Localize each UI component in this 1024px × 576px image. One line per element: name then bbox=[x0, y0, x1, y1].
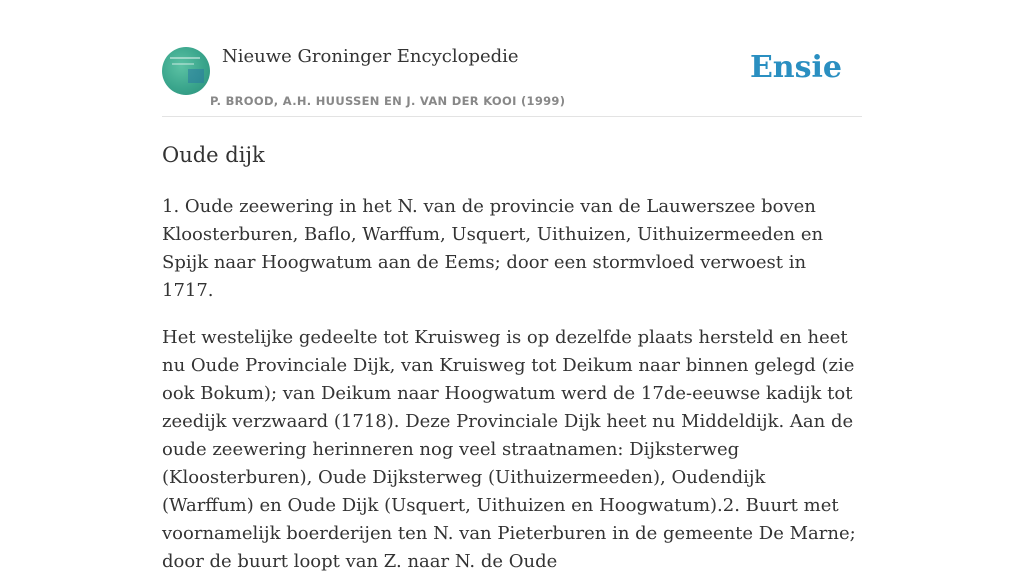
cover-decoration bbox=[170, 57, 200, 59]
cover-decoration bbox=[188, 69, 204, 83]
book-title-link[interactable]: Nieuwe Groninger Encyclopedie bbox=[222, 46, 519, 67]
page bbox=[162, 0, 862, 576]
entry-paragraph: 1. Oude zeewering in het N. van de provincie van de Lauwerszee boven Kloosterburen, Baflo, Warffum, Usquert, Uithuizen, Uithuizermeeden en Spijk naar Hoogwatum aan de Eems; door een stormvloed verwoest in 1717. bbox=[162, 196, 824, 301]
header bbox=[162, 0, 862, 117]
entry-paragraph: Het westelijke gedeelte tot Kruisweg is op dezelfde plaats hersteld en heet nu Oude Provinciale Dijk, van Kruisweg tot Deikum naar binnen gelegd (zie ook Bokum); van Deikum naar Hoogwatum werd de 17de-eeuwse kadijk tot zeedijk verzwaard (1718). Deze Provinciale Dijk heet nu Middeldijk. Aan de oude zeewering herinneren nog veel straatnamen: Dijksterweg (Kloosterburen), Oude Dijksterweg (Uithuizermeeden), Oudendijk (Warffum) en Oude Dijk (Usquert, Uithuizen en Hoogwatum).2. Buurt met voornamelijk boerderijen ten N. van Pieterburen in de gemeente De Marne; door de buurt loopt van Z. naar N. de Oude bbox=[162, 327, 856, 572]
book-cover-thumbnail[interactable] bbox=[162, 47, 210, 95]
entry-title: Oude dijk bbox=[162, 143, 265, 167]
book-authors: P. BROOD, A.H. HUUSSEN EN J. VAN DER KOOI (1999) bbox=[210, 94, 566, 108]
cover-decoration bbox=[172, 63, 194, 65]
brand-logo-link[interactable]: Ensie bbox=[749, 50, 842, 85]
